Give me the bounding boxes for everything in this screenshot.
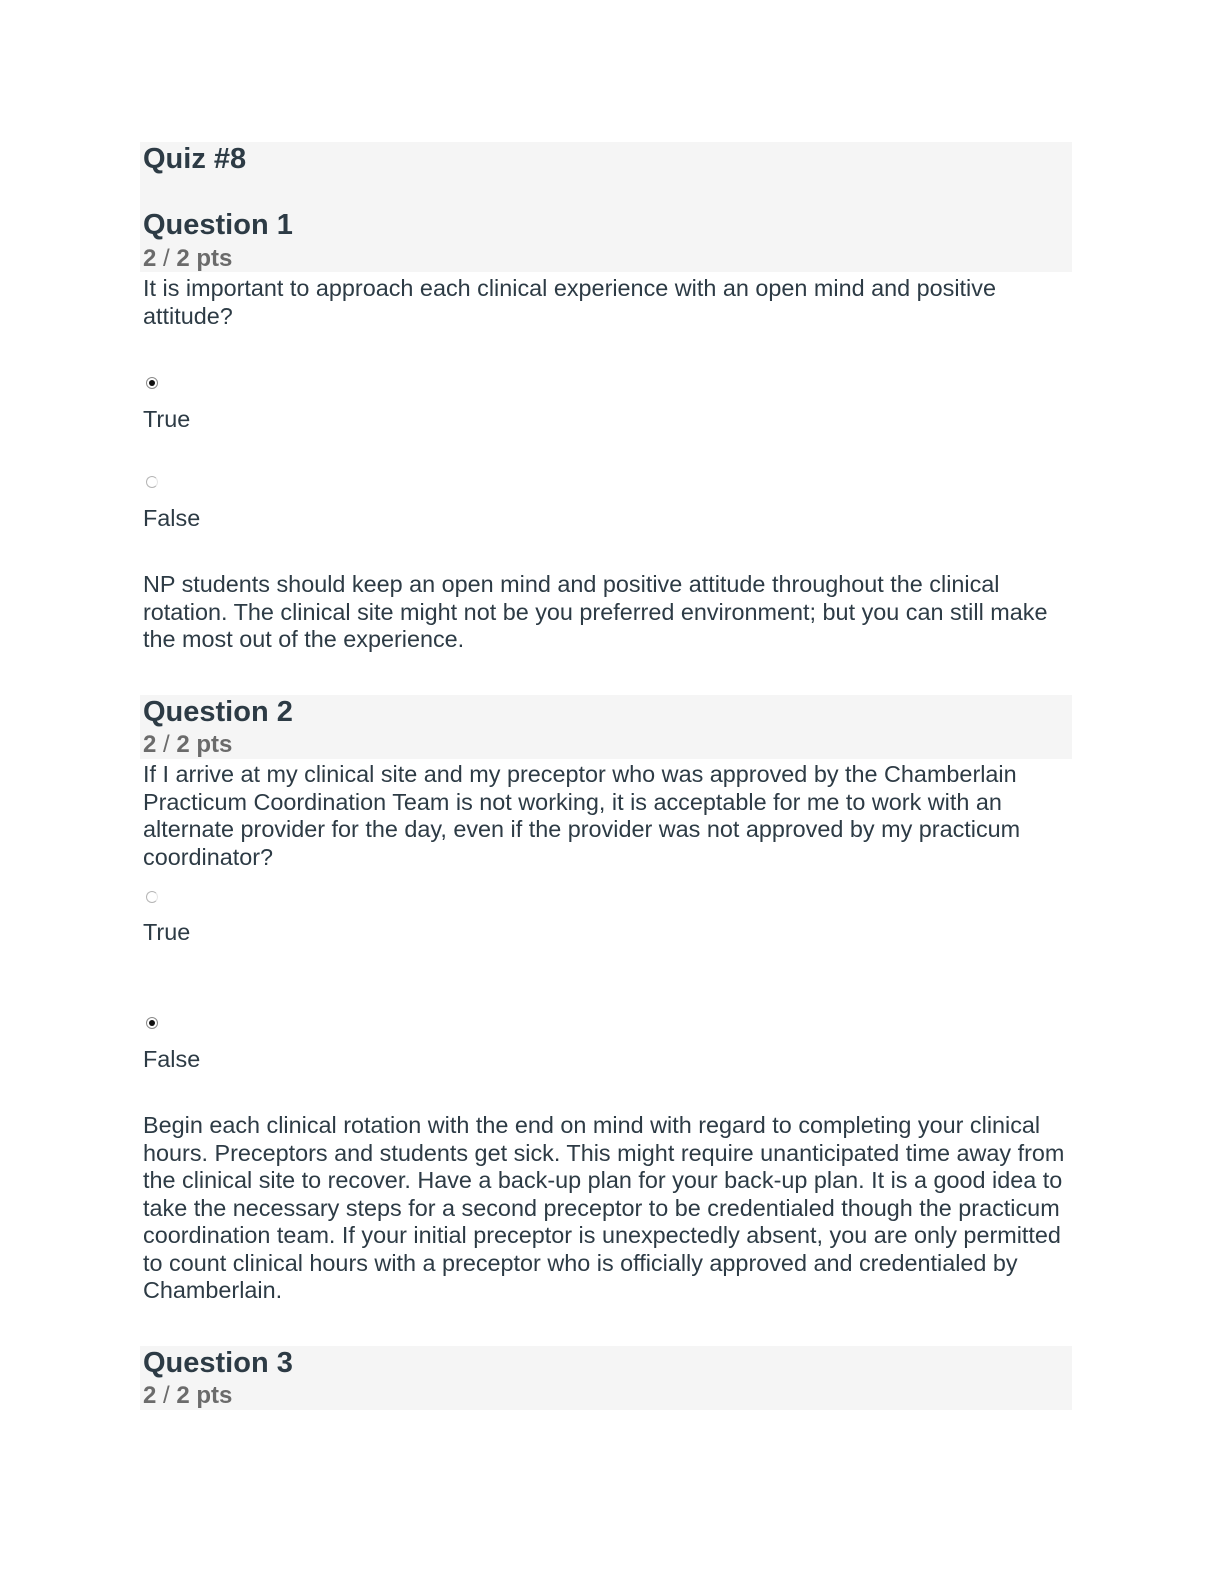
question-3-total: 2 pts	[176, 1382, 233, 1409]
q2-false-radio[interactable]	[146, 1017, 158, 1029]
question-1-points	[143, 245, 232, 273]
question-3-title: Question 3	[143, 1347, 293, 1379]
points-separator: /	[163, 245, 170, 272]
q2-true-label: True	[143, 919, 191, 945]
question-1-score: 2	[143, 245, 157, 272]
points-separator: /	[163, 1382, 170, 1409]
q1-true-radio[interactable]	[146, 377, 158, 389]
q2-true-radio[interactable]	[146, 891, 158, 903]
question-3-score: 2	[143, 1382, 157, 1409]
question-1-title: Question 1	[143, 209, 293, 241]
question-1-header	[140, 142, 1072, 272]
q2-false-label: False	[143, 1046, 201, 1072]
question-2-title: Question 2	[143, 696, 293, 728]
question-2-total: 2 pts	[176, 731, 233, 758]
points-separator: /	[163, 731, 170, 758]
q1-false-radio[interactable]	[146, 476, 158, 488]
question-2-score: 2	[143, 731, 157, 758]
question-1-feedback: NP students should keep an open mind and positive attitude throughout the clinical rotation. The clinical site might not be you preferred environment; but you can still make the most out of the experience.	[143, 571, 1048, 652]
q1-true-label: True	[143, 406, 191, 432]
quiz-title: Quiz #8	[143, 143, 247, 175]
question-2-points	[143, 731, 232, 759]
question-1-total: 2 pts	[176, 245, 233, 272]
question-3-points	[143, 1382, 232, 1410]
question-2-feedback: Begin each clinical rotation with the end on mind with regard to completing your clinical hours. Preceptors and students get sick. This might require unanticipated time away from the clinical site to recover. Have a back-up plan for your back-up plan. It is a good idea to take the necessary steps for a second preceptor to be credentialed though the practicum coordination team. If your initial preceptor is unexpectedly absent, you are only permitted to count clinical hours with a preceptor who is officially approved and credentialed by Chamberlain.	[143, 1112, 1065, 1303]
q1-false-label: False	[143, 505, 201, 531]
question-1-prompt: It is important to approach each clinical experience with an open mind and positive attitude?	[143, 275, 996, 329]
question-2-prompt: If I arrive at my clinical site and my preceptor who was approved by the Chamberlain Practicum Coordination Team is not working, it is acceptable for me to work with an alternate provider for the day, even if the provider was not approved by my practicum coordinator?	[143, 761, 1021, 870]
